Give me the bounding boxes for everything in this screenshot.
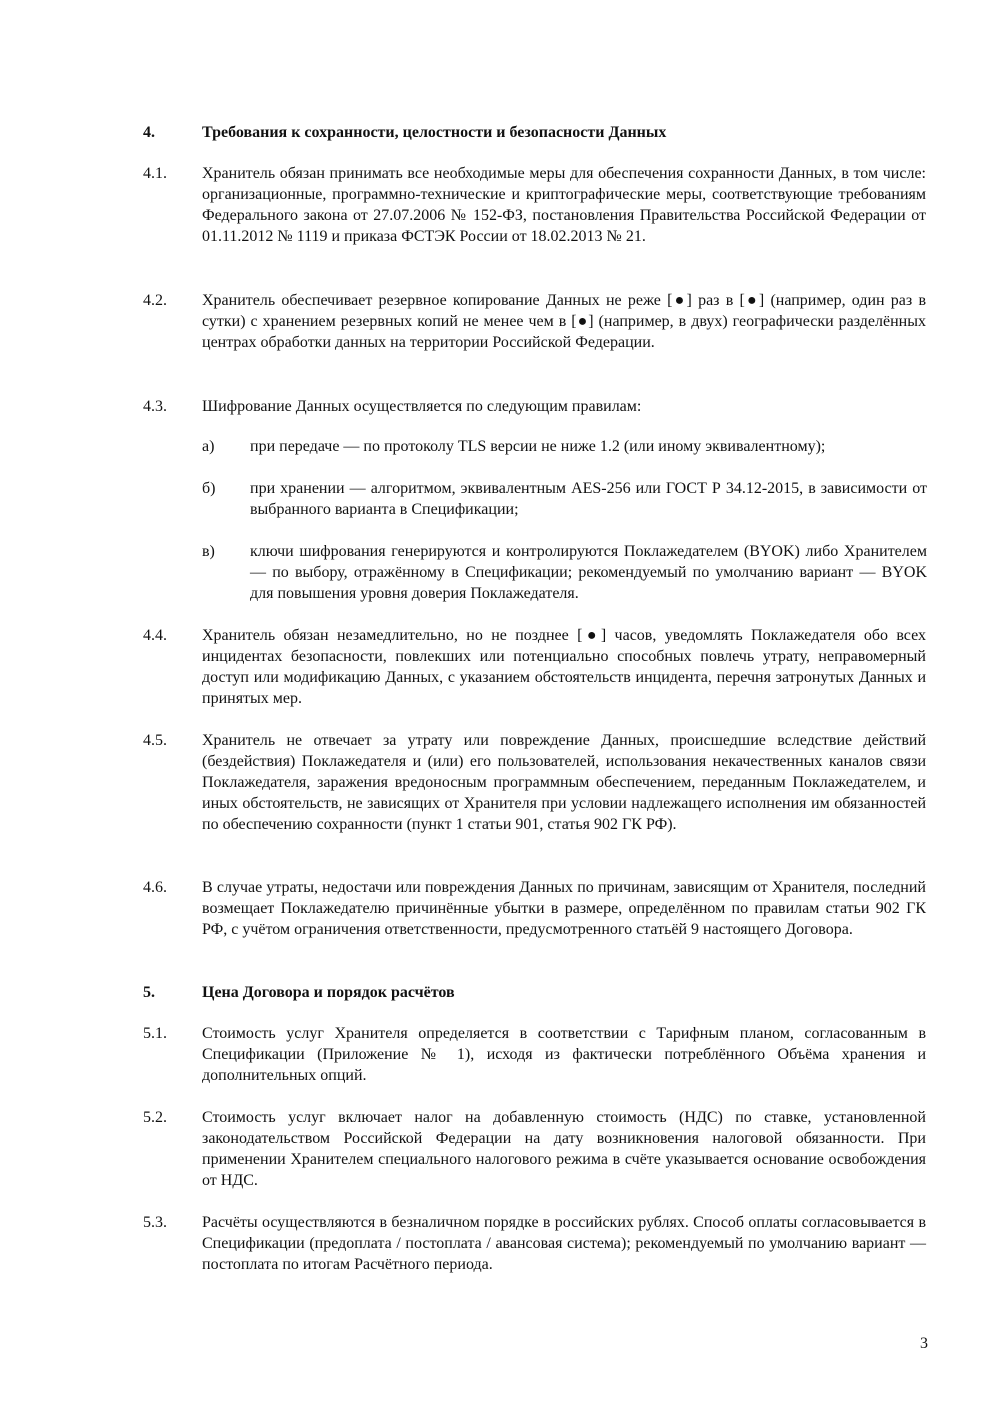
clause-number: 4.3. — [143, 398, 167, 415]
clause-number: 4.5. — [143, 732, 167, 749]
clause-number: 5.3. — [143, 1214, 167, 1231]
section-title: Цена Договора и порядок расчётов — [202, 984, 455, 1001]
subclause-text: при хранении — алгоритмом, эквивалентным AES-256 или ГОСТ Р 34.12-2015, в зависимости от выбранного варианта в Спецификации; — [250, 480, 927, 518]
section-number: 5. — [143, 984, 155, 1001]
clause-text: Хранитель обеспечивает резервное копирование Данных не реже [●] раз в [●] (например, один раз в сутки) с хранением резервных копий не менее чем в [●] (например, в двух) географически разделённых центрах обработки данных на территории Российской Федерации. — [202, 292, 926, 351]
page-number: 3 — [920, 1335, 928, 1352]
clause-text: Расчёты осуществляются в безналичном порядке в российских рублях. Способ оплаты согласовывается в Спецификации (предоплата / постоплата / авансовая система); рекомендуемый по умолчанию вариант — постоплата по итогам Расчётного периода. — [202, 1214, 926, 1273]
section-title: Требования к сохранности, целостности и безопасности Данных — [202, 124, 667, 141]
clause-text: Хранитель не отвечает за утрату или повреждение Данных, происшедшие вследствие действий (бездействия) Поклажедателя и (или) его пользователей, использования некачественных каналов связи Поклажедателя, заражения вредоносным программным обеспечением, переданным Поклажедателем, и иных обстоятельств, не зависящих от Хранителя при условии надлежащего исполнения им обязанностей по обеспечению сохранности (пункт 1 статьи 901, статья 902 ГК РФ). — [202, 732, 926, 833]
clause-text: В случае утраты, недостачи или повреждения Данных по причинам, зависящим от Хранителя, последний возмещает Поклажедателю причинённые убытки в размере, определённом по правилам статьи 902 ГК РФ, с учётом ограничения ответственности, предусмотренного статьёй 9 настоящего Договора. — [202, 879, 926, 938]
subclause-letter: б) — [202, 480, 216, 497]
clause-number: 4.2. — [143, 292, 167, 309]
clause-text: Стоимость услуг включает налог на добавленную стоимость (НДС) по ставке, установленной законодательством Российской Федерации на дату возникновения налоговой обязанности. При применении Хранителем специального налогового режима в счёте указывается основание освобождения от НДС. — [202, 1109, 926, 1189]
clause-text: Стоимость услуг Хранителя определяется в соответствии с Тарифным планом, согласованным в Спецификации (Приложение № 1), исходя из фактически потреблённого Объёма хранения и дополнительных опций. — [202, 1025, 926, 1084]
clause-text: Хранитель обязан принимать все необходимые меры для обеспечения сохранности Данных, в том числе: организационные, программно-технические и криптографические меры, соответствующие требованиям Федерального закона от 27.07.2006 № 152-ФЗ, постановления Правительства Российской Федерации от 01.11.2012 № 1119 и приказа ФСТЭК России от 18.02.2013 № 21. — [202, 165, 926, 245]
section-number: 4. — [143, 124, 155, 141]
subclause-text: ключи шифрования генерируются и контролируются Поклажедателем (BYOK) либо Хранителем — по выбору, отражённому в Спецификации; рекомендуемый по умолчанию вариант — BYOK для повышения уровня доверия Поклажедателя. — [250, 543, 927, 602]
clause-text: Шифрование Данных осуществляется по следующим правилам: — [202, 398, 642, 415]
clause-text: Хранитель обязан незамедлительно, но не позднее [●] часов, уведомлять Поклажедателя обо всех инцидентах безопасности, повлекших или потенциально способных повлечь утрату, неправомерный доступ или модификацию Данных, с указанием обстоятельств инцидента, перечня затронутых Данных и принятых мер. — [202, 627, 926, 707]
clause-number: 4.1. — [143, 165, 167, 182]
subclause-text: при передаче — по протоколу TLS версии не ниже 1.2 (или иному эквивалентному); — [250, 438, 826, 455]
clause-number: 5.1. — [143, 1025, 167, 1042]
clause-number: 4.6. — [143, 879, 167, 896]
clause-number: 4.4. — [143, 627, 167, 644]
clause-number: 5.2. — [143, 1109, 167, 1126]
subclause-letter: а) — [202, 438, 215, 455]
subclause-letter: в) — [202, 543, 215, 560]
